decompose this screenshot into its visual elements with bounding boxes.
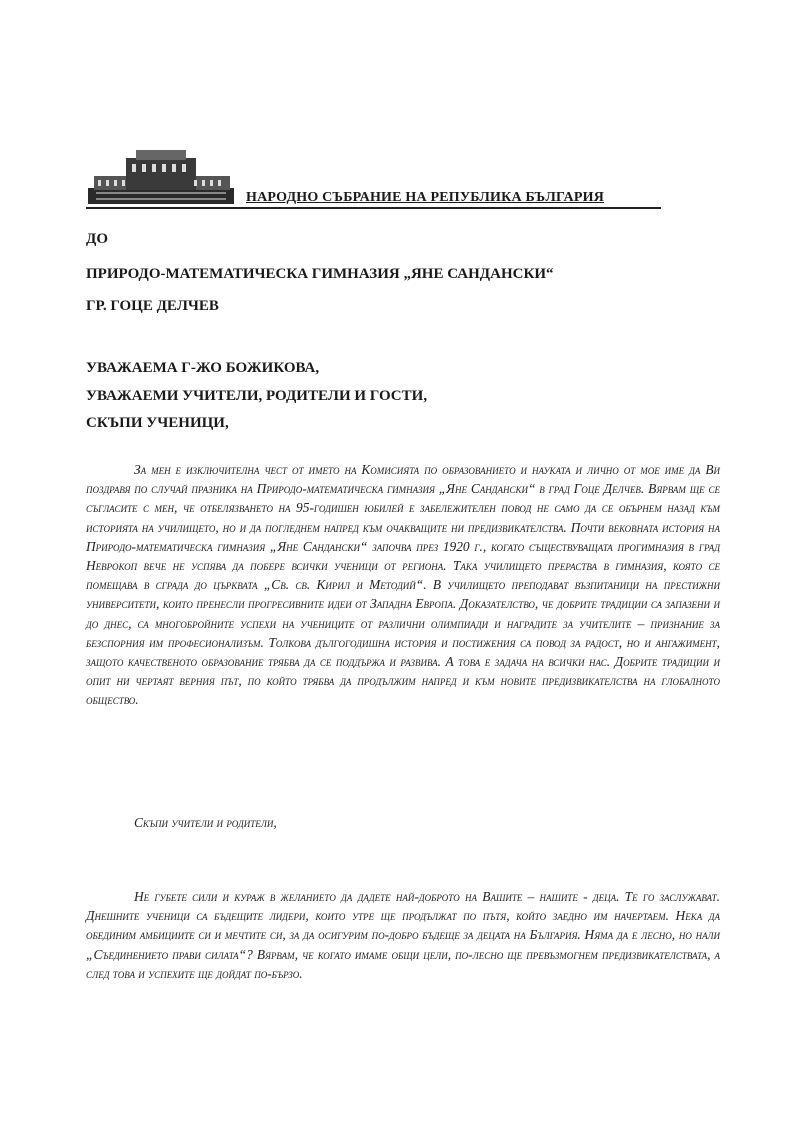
letterhead-rule: [86, 207, 661, 209]
address-to: ДО: [86, 231, 108, 247]
greeting-director: УВАЖАЕМА Г-ЖО БОЖИКОВА,: [86, 360, 320, 376]
greeting-teachers: УВАЖАЕМИ УЧИТЕЛИ, РОДИТЕЛИ И ГОСТИ,: [86, 388, 428, 404]
salutation: Скъпи учители и родители,: [134, 815, 277, 830]
body-paragraph-2: Не губете сили и кураж в желанието да дадете най-доброто на Вашите – нашите - деца. Те го заслужават. Днешните ученици са бъдещите лидери, които утре ще продължат по пътя, който заедно им начертаем. Нека да обединим амбициите си и мечтите си, за да осигурим по-добро бъдеще за децата на България. Няма да е лесно, но нали „Съединението прави силата“? Вярвам, че когато имаме общи цели, по-лесно ще превъзмогнем предизвикателствата, а след това и успехите ще дойдат по-бързо.: [86, 889, 720, 981]
greeting-students: СКЪПИ УЧЕНИЦИ,: [86, 415, 229, 431]
body-paragraph-1: За мен е изключителна чест от името на Комисията по образованието и науката и лично от мое име да Ви поздравя по случай празника на Природо-математическа гимназия „Яне Сандански“ в град Гоце Делчев. Вярвам ще се съгласите с мен, че отбелязването на 95-годишен юбилей е забележителен повод не само да се обърнем назад към историята на училището, но и да погледнем напред към очакващите ни предизвикателства. Почти вековната история на Природо-математическа гимназия „Яне Сандански“ започва през 1920 г., когато съществуващата прогимназия в град Неврокоп вече не успява да побере всички ученици от региона. Така училището прераства в гимназия, която се помещава в сграда до църквата „Св. св. Кирил и Методий“. В училището преподават възпитаници на престижни университети, които пренесли прогресивните идеи от Западна Европа. Доказателство, че добрите традиции са запазени и до днес, са многобройните успехи на учениците от различни олимпиади и наградите за учителите – признание за безспорния им професионализъм. Толкова дългогодишна история и постижения са повод за радост, но и ангажимент, защото качественото образование трябва да се поддържа и развива. А това е задача на всички нас. Добрите традиции и опит ни чертаят верния път, по който трябва да продължим напред и към новите предизвикателства на глобалното общество.: [86, 462, 720, 708]
org-name: НАРОДНО СЪБРАНИЕ НА РЕПУБЛИКА БЪЛГАРИЯ: [246, 190, 605, 205]
letterhead: [86, 140, 661, 210]
parliament-building-icon: [86, 148, 236, 206]
address-city: ГР. ГОЦЕ ДЕЛЧЕВ: [86, 298, 219, 314]
address-school: ПРИРОДО-МАТЕМАТИЧЕСКА ГИМНАЗИЯ „ЯНЕ САНДАНСКИ“: [86, 266, 554, 282]
